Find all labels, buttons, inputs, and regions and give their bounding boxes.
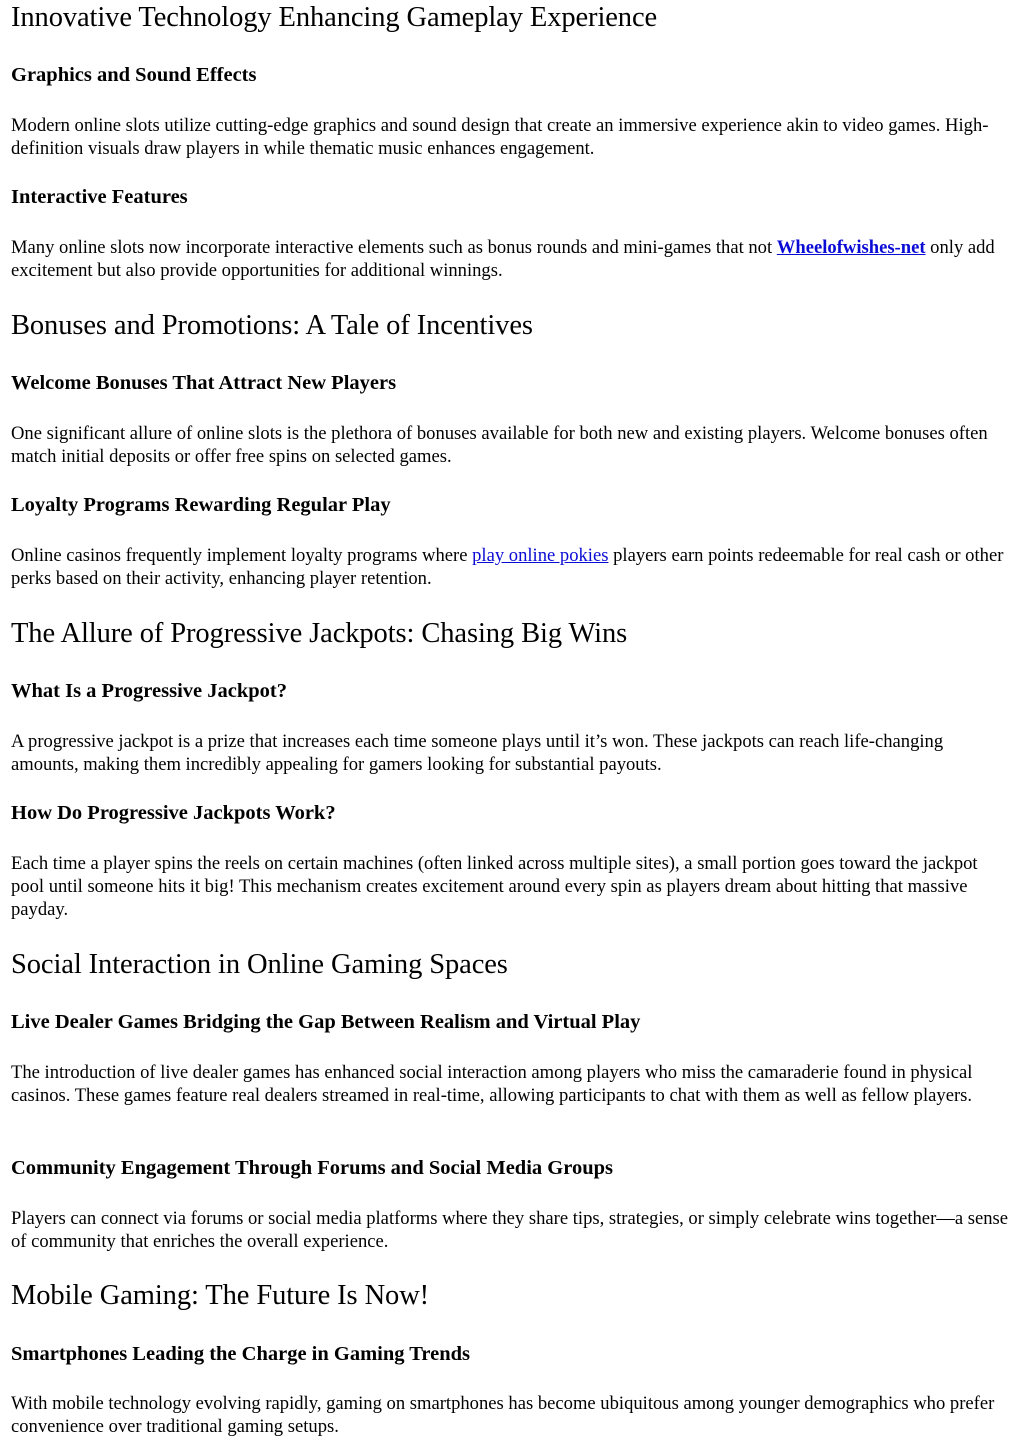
section-heading: Bonuses and Promotions: A Tale of Incentives	[11, 310, 533, 341]
section-heading: Social Interaction in Online Gaming Spaces	[11, 949, 508, 980]
paragraph-text: players earn points redeemable for real cash or other perks based on their activity, enhancing player retention.	[11, 545, 1004, 589]
wheelofwishes-link[interactable]: Wheelofwishes-net	[776, 237, 926, 258]
paragraph: One significant allure of online slots is the plethora of bonuses available for both new and existing players. Welcome bonuses often match initial deposits or offer free spins on selected games.	[11, 423, 988, 467]
play-online-pokies-link[interactable]: play online pokies	[472, 545, 609, 566]
paragraph-text: only add excitement but also provide opportunities for additional winnings.	[11, 237, 995, 281]
paragraph-text: Many online slots now incorporate interactive elements such as bonus rounds and mini-games that not	[11, 237, 777, 258]
paragraph: Modern online slots utilize cutting-edge graphics and sound design that create an immersive experience akin to video games. High-definition visuals draw players in while thematic music enhances engagement.	[11, 115, 989, 159]
subsection-heading: Live Dealer Games Bridging the Gap Between Realism and Virtual Play	[11, 1011, 641, 1033]
paragraph: Players can connect via forums or social media platforms where they share tips, strategies, or simply celebrate wins together—a sense of community that enriches the overall experience.	[11, 1208, 1009, 1252]
section-heading: The Allure of Progressive Jackpots: Chasing Big Wins	[11, 618, 628, 649]
paragraph	[11, 544, 1009, 590]
paragraph: The introduction of live dealer games has enhanced social interaction among players who miss the camaraderie found in physical casinos. These games feature real dealers streamed in real-time, allowing participants to chat with them as well as fellow players.	[11, 1062, 973, 1106]
section-heading: Innovative Technology Enhancing Gameplay Experience	[11, 2, 658, 33]
subsection-heading: Smartphones Leading the Charge in Gaming Trends	[11, 1343, 471, 1365]
paragraph: With mobile technology evolving rapidly, gaming on smartphones has become ubiquitous among younger demographics who prefer convenience over traditional gaming setups.	[11, 1393, 995, 1437]
subsection-heading: Interactive Features	[11, 186, 188, 208]
subsection-heading: Loyalty Programs Rewarding Regular Play	[11, 494, 391, 516]
subsection-heading: How Do Progressive Jackpots Work?	[11, 802, 336, 824]
paragraph: Each time a player spins the reels on certain machines (often linked across multiple sites), a small portion goes toward the jackpot pool until someone hits it big! This mechanism creates excitement around every spin as players dream about hitting that massive payday.	[11, 853, 978, 920]
paragraph: A progressive jackpot is a prize that increases each time someone plays until it’s won. These jackpots can reach life-changing amounts, making them incredibly appealing for gamers looking for substantial payouts.	[11, 731, 944, 775]
subsection-heading: Graphics and Sound Effects	[11, 64, 257, 86]
section-heading: Mobile Gaming: The Future Is Now!	[11, 1280, 430, 1311]
subsection-heading: What Is a Progressive Jackpot?	[11, 680, 287, 702]
subsection-heading: Community Engagement Through Forums and Social Media Groups	[11, 1157, 613, 1179]
subsection-heading: Welcome Bonuses That Attract New Players	[11, 372, 397, 394]
paragraph-text: Online casinos frequently implement loyalty programs where	[11, 545, 473, 566]
paragraph	[11, 236, 1009, 282]
